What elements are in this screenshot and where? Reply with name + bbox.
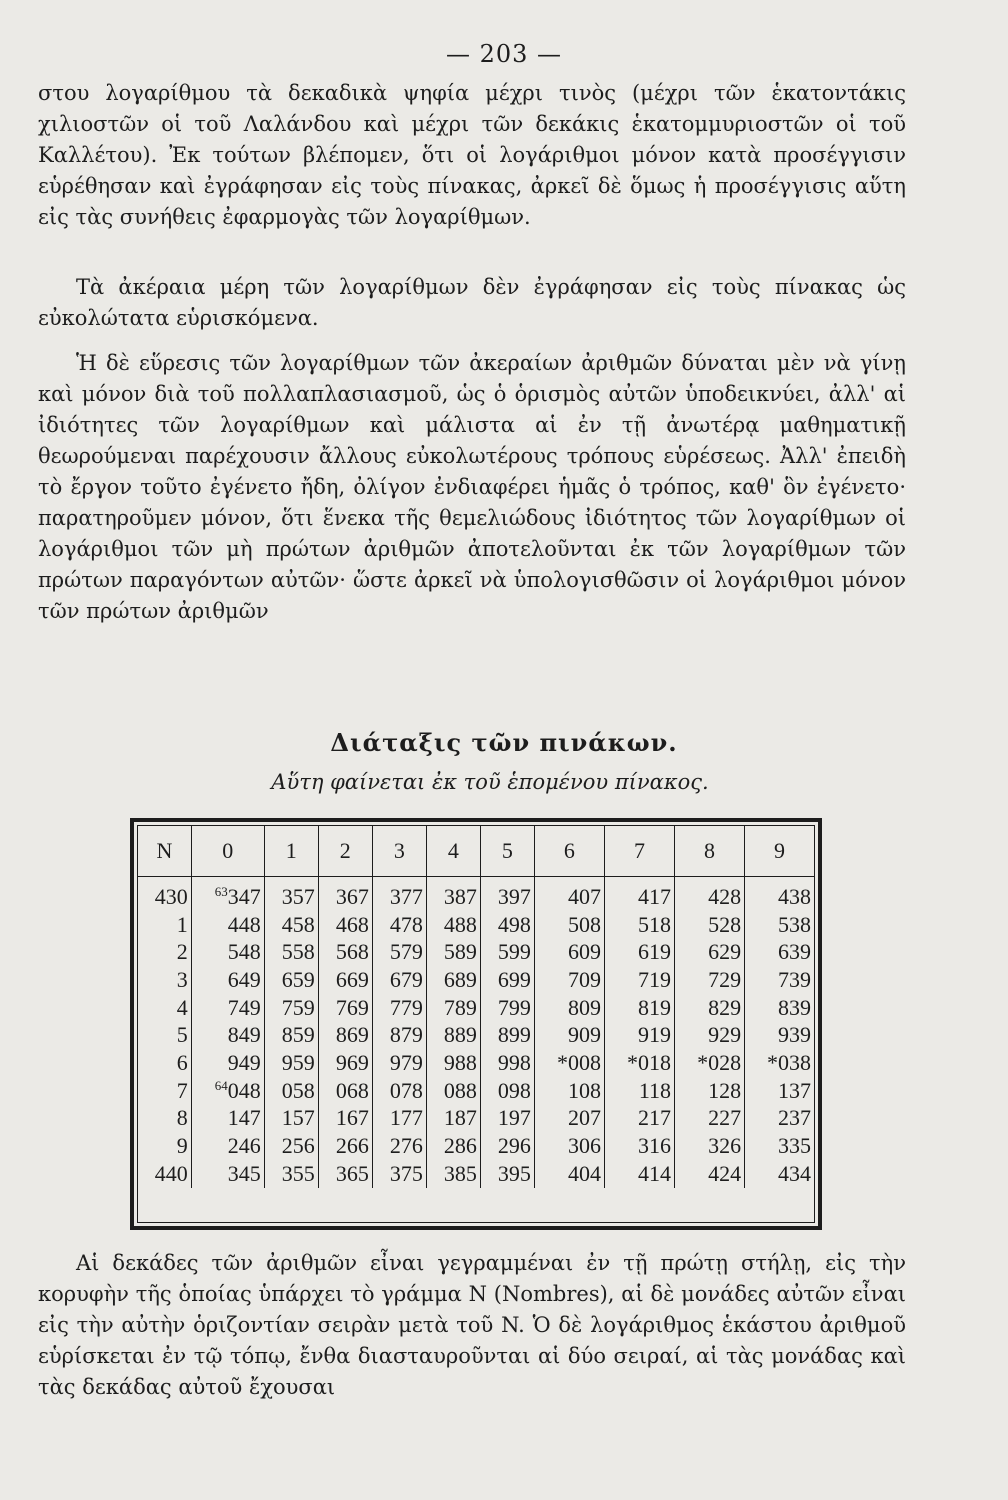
log-value: *018 xyxy=(627,1049,672,1075)
header-col-8: 8 xyxy=(675,826,745,877)
log-cell xyxy=(318,1077,372,1105)
log-cell xyxy=(264,966,318,994)
log-cell xyxy=(372,994,426,1022)
log-cell xyxy=(675,1049,745,1077)
row-n-cell: 2 xyxy=(176,939,188,965)
header-col-0: 0 xyxy=(191,826,264,877)
log-value: 266 xyxy=(335,1133,369,1159)
log-value: 306 xyxy=(567,1133,601,1159)
log-value: 167 xyxy=(335,1105,369,1131)
log-value: 385 xyxy=(443,1160,477,1186)
log-value: 414 xyxy=(638,1160,672,1186)
log-cell xyxy=(480,1021,534,1049)
log-cell xyxy=(604,1049,674,1077)
table-header-row xyxy=(138,826,814,877)
paragraph-integer-parts: Τὰ ἀκέραια μέρη τῶν λογαρίθμων δὲν ἐγράφησαν εἰς τοὺς πίνακας ὡς εὐκολώτατα εὑρισκόμενα. xyxy=(38,275,906,330)
log-value: 108 xyxy=(567,1077,601,1103)
log-cell xyxy=(264,1105,318,1133)
row-n-cell: 6 xyxy=(176,1049,188,1075)
table-row xyxy=(138,911,814,939)
row-n-cell: 9 xyxy=(176,1133,188,1159)
log-cell xyxy=(318,938,372,966)
header-col-6: 6 xyxy=(534,826,604,877)
section-subtitle: Αὕτη φαίνεται ἐκ τοῦ ἑπομένου πίνακος. xyxy=(271,770,709,794)
log-cell xyxy=(675,911,745,939)
log-value: 759 xyxy=(281,994,315,1020)
row-n-cell: 5 xyxy=(176,1022,188,1048)
log-cell xyxy=(604,911,674,939)
log-value: 589 xyxy=(443,939,477,965)
log-value: 404 xyxy=(567,1160,601,1186)
log-value: 889 xyxy=(443,1022,477,1048)
log-value: 979 xyxy=(389,1049,423,1075)
log-value: 819 xyxy=(638,994,672,1020)
log-cell xyxy=(372,966,426,994)
log-value: 829 xyxy=(708,994,742,1020)
table-row xyxy=(138,938,814,966)
log-cell xyxy=(372,1077,426,1105)
table-row xyxy=(138,1077,814,1105)
log-cell xyxy=(191,1132,264,1160)
log-cell xyxy=(604,994,674,1022)
log-cell xyxy=(675,1160,745,1188)
log-value: 326 xyxy=(708,1133,742,1159)
log-cell xyxy=(191,911,264,939)
log-value: 355 xyxy=(281,1160,315,1186)
section-title: Διάταξις τῶν πινάκων. xyxy=(330,728,678,757)
log-cell xyxy=(604,1105,674,1133)
log-cell xyxy=(426,1021,480,1049)
log-cell xyxy=(372,1105,426,1133)
log-value: 207 xyxy=(567,1105,601,1131)
log-value: 929 xyxy=(708,1022,742,1048)
log-cell xyxy=(745,911,814,939)
log-value: 217 xyxy=(638,1105,672,1131)
log-cell xyxy=(264,877,318,911)
log-cell xyxy=(745,938,814,966)
log-value: 137 xyxy=(778,1077,811,1103)
table-row xyxy=(138,1049,814,1077)
log-value: 078 xyxy=(389,1077,423,1103)
log-value: 548 xyxy=(227,939,261,965)
log-cell xyxy=(480,1105,534,1133)
log-cell xyxy=(675,1021,745,1049)
log-value: 789 xyxy=(443,994,477,1020)
log-value: 367 xyxy=(335,883,369,909)
log-cell xyxy=(264,1049,318,1077)
log-value: 538 xyxy=(778,911,811,937)
log-cell xyxy=(372,1132,426,1160)
log-value: 286 xyxy=(443,1133,477,1159)
log-value: *038 xyxy=(767,1049,811,1075)
log-value: 779 xyxy=(389,994,423,1020)
characteristic-mark: 63 xyxy=(214,883,228,899)
log-value: 397 xyxy=(497,883,531,909)
log-value: 528 xyxy=(708,911,742,937)
log-cell xyxy=(191,877,264,911)
log-value: 879 xyxy=(389,1022,423,1048)
log-cell xyxy=(745,994,814,1022)
log-cell xyxy=(264,911,318,939)
log-cell xyxy=(675,966,745,994)
log-cell xyxy=(675,1077,745,1105)
log-cell xyxy=(264,994,318,1022)
header-col-7: 7 xyxy=(604,826,674,877)
log-value: 438 xyxy=(778,883,811,909)
log-cell xyxy=(745,966,814,994)
log-cell xyxy=(745,1077,814,1105)
log-value: 649 xyxy=(227,966,261,992)
log-cell xyxy=(372,1160,426,1188)
log-value: 478 xyxy=(389,911,423,937)
log-value: 599 xyxy=(497,939,531,965)
log-value: 434 xyxy=(778,1160,811,1186)
log-value: 347 xyxy=(227,883,261,909)
log-cell xyxy=(191,1021,264,1049)
page-number: — 203 — xyxy=(445,40,563,68)
log-cell xyxy=(318,911,372,939)
log-cell xyxy=(480,994,534,1022)
log-cell xyxy=(604,1021,674,1049)
log-value: 058 xyxy=(281,1077,315,1103)
log-value: 719 xyxy=(638,966,672,992)
log-value: 518 xyxy=(638,911,672,937)
log-cell xyxy=(426,1132,480,1160)
log-cell xyxy=(191,1160,264,1188)
log-cell xyxy=(372,1021,426,1049)
log-cell xyxy=(480,1132,534,1160)
log-value: 375 xyxy=(389,1160,423,1186)
log-cell xyxy=(426,1077,480,1105)
log-cell xyxy=(318,1105,372,1133)
log-value: 246 xyxy=(227,1133,261,1159)
log-value: 909 xyxy=(567,1022,601,1048)
log-value: 197 xyxy=(497,1105,531,1131)
log-value: 568 xyxy=(335,939,369,965)
log-value: 739 xyxy=(778,966,811,992)
log-cell xyxy=(264,1021,318,1049)
row-n-cell: 7 xyxy=(176,1077,188,1103)
log-cell xyxy=(426,911,480,939)
log-cell xyxy=(604,1160,674,1188)
log-value: 849 xyxy=(227,1022,261,1048)
log-cell xyxy=(675,938,745,966)
logarithm-table xyxy=(138,826,814,1188)
log-cell xyxy=(604,938,674,966)
log-cell xyxy=(318,1160,372,1188)
row-n-cell: 440 xyxy=(154,1160,188,1186)
log-value: 276 xyxy=(389,1133,423,1159)
log-cell xyxy=(318,1049,372,1077)
log-value: 177 xyxy=(389,1105,423,1131)
log-value: 959 xyxy=(281,1049,315,1075)
log-cell xyxy=(426,966,480,994)
log-value: 579 xyxy=(389,939,423,965)
log-cell xyxy=(318,1132,372,1160)
log-value: 068 xyxy=(335,1077,369,1103)
log-value: 699 xyxy=(497,966,531,992)
log-value: 939 xyxy=(778,1022,811,1048)
log-cell xyxy=(426,1049,480,1077)
log-cell xyxy=(604,877,674,911)
log-cell xyxy=(372,938,426,966)
log-cell xyxy=(604,1077,674,1105)
log-value: 118 xyxy=(638,1077,672,1103)
log-cell xyxy=(534,966,604,994)
table-row xyxy=(138,877,814,911)
header-col-3: 3 xyxy=(372,826,426,877)
log-value: 256 xyxy=(281,1133,315,1159)
table-row xyxy=(138,1160,814,1188)
log-cell xyxy=(534,1160,604,1188)
log-table-frame xyxy=(130,818,822,1230)
log-value: 357 xyxy=(281,883,315,909)
log-cell xyxy=(191,994,264,1022)
log-cell xyxy=(480,938,534,966)
log-value: 809 xyxy=(567,994,601,1020)
log-value: 949 xyxy=(227,1049,261,1075)
log-cell xyxy=(426,938,480,966)
log-value: 839 xyxy=(778,994,811,1020)
table-row xyxy=(138,1105,814,1133)
log-cell xyxy=(191,1049,264,1077)
log-value: 988 xyxy=(443,1049,477,1075)
log-cell xyxy=(426,877,480,911)
log-cell xyxy=(264,1132,318,1160)
log-value: 488 xyxy=(443,911,477,937)
log-value: 458 xyxy=(281,911,315,937)
log-value: 448 xyxy=(227,911,261,937)
log-value: 157 xyxy=(281,1105,315,1131)
header-col-9: 9 xyxy=(745,826,814,877)
table-row xyxy=(138,1132,814,1160)
log-value: 998 xyxy=(497,1049,531,1075)
log-cell xyxy=(534,1077,604,1105)
log-cell xyxy=(426,994,480,1022)
log-cell xyxy=(318,994,372,1022)
log-cell xyxy=(191,1077,264,1105)
paragraph-table-explanation: Αἱ δεκάδες τῶν ἀριθμῶν εἶναι γεγραμμέναι ἐν τῇ πρώτῃ στήλῃ, εἰς τὴν κορυφὴν τῆς ὁποίας ὑπάρχει τὸ γράμμα N (Nombres), αἱ δὲ μονάδες αὐτῶν εἶναι εἰς τὴν αὐτὴν ὁριζοντίαν σειρὰν μετὰ τοῦ N. Ὁ δὲ λογάριθμος ἑκάστου ἀριθμοῦ εὑρίσκεται ἐν τῷ τόπῳ, ἔνθα διασταυροῦνται αἱ δύο σειραί, αἱ τὰς μονάδας καὶ τὰς δεκάδας αὐτοῦ ἔχουσαι xyxy=(38,1251,906,1399)
log-cell xyxy=(534,1049,604,1077)
log-cell xyxy=(675,1132,745,1160)
log-cell xyxy=(318,1021,372,1049)
characteristic-mark: 64 xyxy=(214,1077,228,1093)
log-value: 128 xyxy=(708,1077,742,1103)
log-cell xyxy=(675,994,745,1022)
log-cell xyxy=(426,1105,480,1133)
log-cell xyxy=(372,1049,426,1077)
paragraph-intro: στου λογαρίθμου τὰ δεκαδικὰ ψηφία μέχρι τινὸς (μέχρι τῶν ἑκατοντάκις χιλιοστῶν οἱ τοῦ Λαλάνδου καὶ μέχρι τῶν δεκάκις ἑκατομμυριοστῶν οἱ τοῦ Καλλέτου). Ἐκ τούτων βλέπομεν, ὅτι οἱ λογάριθμοι μόνον κατὰ προσέγγισιν εὑρέθησαν καὶ ἐγράφησαν εἰς τοὺς πίνακας, ἀρκεῖ δὲ ὅμως ἡ προσέγγισις αὕτη εἰς τὰς συνήθεις ἐφαρμογὰς τῶν λογαρίθμων. xyxy=(38,81,906,229)
log-cell xyxy=(264,1077,318,1105)
log-value: 468 xyxy=(335,911,369,937)
log-cell xyxy=(318,877,372,911)
log-value: 088 xyxy=(443,1077,477,1103)
log-cell xyxy=(372,877,426,911)
log-cell xyxy=(480,877,534,911)
log-cell xyxy=(318,966,372,994)
log-value: 147 xyxy=(227,1105,261,1131)
log-cell xyxy=(480,911,534,939)
row-n-cell: 1 xyxy=(176,911,188,937)
log-cell xyxy=(480,1049,534,1077)
table-row xyxy=(138,966,814,994)
log-value: 417 xyxy=(638,883,672,909)
log-cell xyxy=(426,1160,480,1188)
log-value: *008 xyxy=(556,1049,601,1075)
table-row xyxy=(138,994,814,1022)
log-value: 609 xyxy=(567,939,601,965)
log-cell xyxy=(534,1021,604,1049)
log-cell xyxy=(372,911,426,939)
log-value: 237 xyxy=(778,1105,811,1131)
log-value: 899 xyxy=(497,1022,531,1048)
log-value: 969 xyxy=(335,1049,369,1075)
log-cell xyxy=(745,877,814,911)
log-cell xyxy=(745,1160,814,1188)
header-col-2: 2 xyxy=(318,826,372,877)
log-cell xyxy=(745,1132,814,1160)
log-value: 669 xyxy=(335,966,369,992)
log-cell xyxy=(191,938,264,966)
log-value: 227 xyxy=(708,1105,742,1131)
log-cell xyxy=(534,911,604,939)
log-cell xyxy=(604,1132,674,1160)
log-cell xyxy=(480,966,534,994)
log-cell xyxy=(745,1049,814,1077)
row-n-cell: 4 xyxy=(176,994,188,1020)
log-value: 639 xyxy=(778,939,811,965)
log-cell xyxy=(264,1160,318,1188)
row-n-cell: 430 xyxy=(154,883,188,909)
log-value: 428 xyxy=(708,883,742,909)
log-value: 619 xyxy=(638,939,672,965)
row-n-cell: 8 xyxy=(176,1105,188,1131)
header-col-1: 1 xyxy=(264,826,318,877)
log-value: 689 xyxy=(443,966,477,992)
log-cell xyxy=(534,938,604,966)
log-value: 098 xyxy=(497,1077,531,1103)
table-body xyxy=(138,877,814,1188)
log-value: 629 xyxy=(708,939,742,965)
paragraph-computation: Ἡ δὲ εὕρεσις τῶν λογαρίθμων τῶν ἀκεραίων ἀριθμῶν δύναται μὲν νὰ γίνῃ καὶ μόνον διὰ τοῦ πολλαπλασιασμοῦ, ὡς ὁ ὁρισμὸς αὐτῶν ὑποδεικνύει, ἀλλ' αἱ ἰδιότητες τῶν λογαρίθμων καὶ μάλιστα αἱ ἐν τῇ ἀνωτέρᾳ μαθηματικῇ θεωρούμεναι παρέχουσιν ἄλλους εὐκολωτέρους τρόπους εὑρέσεως. Ἀλλ' ἐπειδὴ τὸ ἔργον τοῦτο ἐγένετο ἤδη, ὀλίγον ἐνδιαφέρει ἡμᾶς ὁ τρόπος, καθ' ὃν ἐγένετο· παρατηροῦμεν μόνον, ὅτι ἕνεκα τῆς θεμελιώδους ἰδιότητος τῶν λογαρίθμων οἱ λογάριθμοι τῶν μὴ πρώτων ἀριθμῶν ἀποτελοῦνται ἐκ τῶν λογαρίθμων τῶν πρώτων παραγόντων αὐτῶν· ὥστε ἀρκεῖ νὰ ὑπολογισθῶσιν οἱ λογάριθμοι μόνον τῶν πρώτων ἀριθμῶν xyxy=(38,351,906,623)
log-cell xyxy=(480,1160,534,1188)
header-n: N xyxy=(138,826,191,877)
log-value: 335 xyxy=(778,1133,811,1159)
log-value: 749 xyxy=(227,994,261,1020)
log-cell xyxy=(264,938,318,966)
header-col-4: 4 xyxy=(426,826,480,877)
log-value: 558 xyxy=(281,939,315,965)
log-value: 799 xyxy=(497,994,531,1020)
log-value: 395 xyxy=(497,1160,531,1186)
log-value: 377 xyxy=(389,883,423,909)
header-col-5: 5 xyxy=(480,826,534,877)
log-value: 729 xyxy=(708,966,742,992)
log-value: 859 xyxy=(281,1022,315,1048)
log-value: 316 xyxy=(638,1133,672,1159)
log-value: 365 xyxy=(335,1160,369,1186)
log-value: *028 xyxy=(697,1049,742,1075)
log-cell xyxy=(675,877,745,911)
log-value: 296 xyxy=(497,1133,531,1159)
log-value: 345 xyxy=(227,1160,261,1186)
log-value: 187 xyxy=(443,1105,477,1131)
log-cell xyxy=(604,966,674,994)
log-value: 498 xyxy=(497,911,531,937)
log-value: 048 xyxy=(227,1077,261,1103)
log-cell xyxy=(534,1105,604,1133)
log-value: 919 xyxy=(638,1022,672,1048)
log-value: 769 xyxy=(335,994,369,1020)
log-value: 869 xyxy=(335,1022,369,1048)
log-cell xyxy=(534,877,604,911)
log-table-inner-border xyxy=(137,825,815,1223)
log-value: 508 xyxy=(567,911,601,937)
log-cell xyxy=(534,1132,604,1160)
log-cell xyxy=(745,1105,814,1133)
log-cell xyxy=(191,1105,264,1133)
log-cell xyxy=(675,1105,745,1133)
table-row xyxy=(138,1021,814,1049)
log-value: 659 xyxy=(281,966,315,992)
log-value: 424 xyxy=(708,1160,742,1186)
log-value: 387 xyxy=(443,883,477,909)
log-cell xyxy=(534,994,604,1022)
log-cell xyxy=(191,966,264,994)
row-n-cell: 3 xyxy=(176,966,188,992)
log-value: 709 xyxy=(567,966,601,992)
log-cell xyxy=(480,1077,534,1105)
log-value: 407 xyxy=(567,883,601,909)
log-cell xyxy=(745,1021,814,1049)
log-value: 679 xyxy=(389,966,423,992)
